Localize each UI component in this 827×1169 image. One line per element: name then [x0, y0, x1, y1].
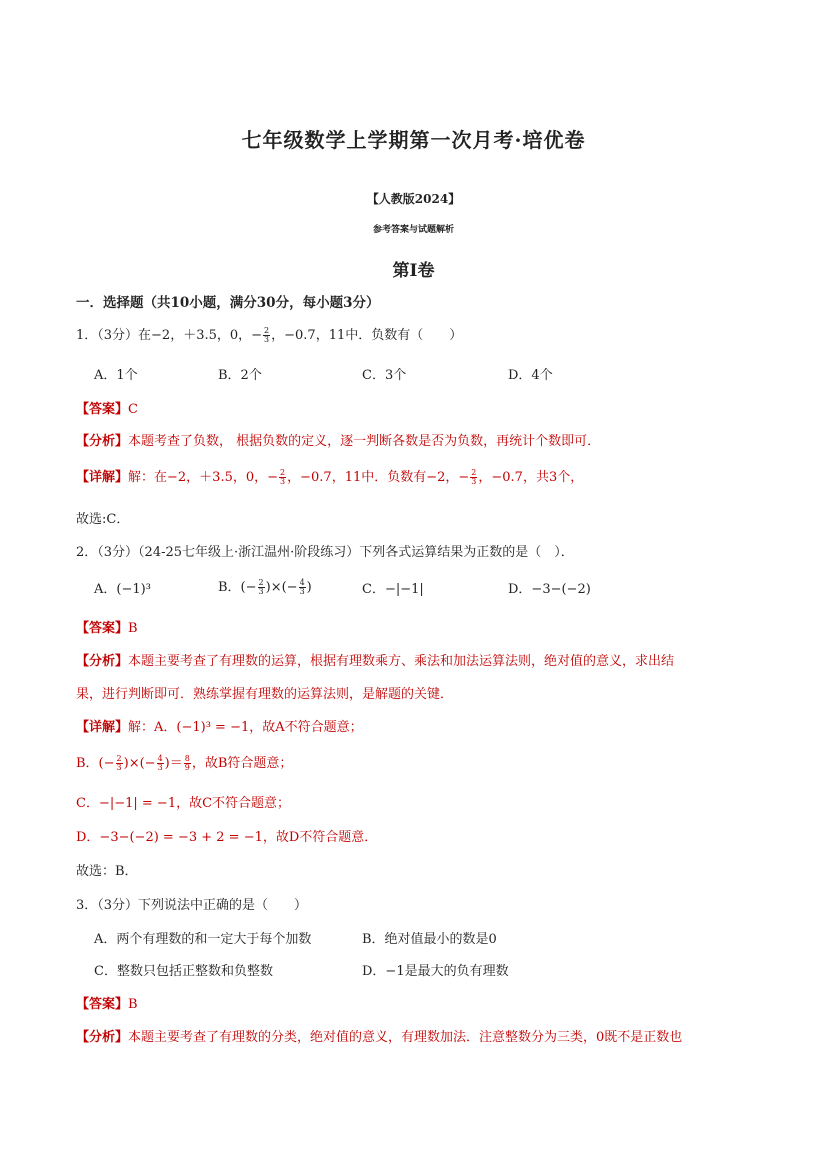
- q1-answer: 【答案】C: [76, 402, 138, 417]
- question-3-stem: 3．（3分）下列说法中正确的是（ ）: [76, 898, 308, 913]
- q2-choice: 故选：B．: [76, 864, 138, 879]
- edition-label: 【人教版2024】: [366, 192, 461, 206]
- q2-option-a: A．(−1)³: [94, 582, 151, 597]
- q2-detail-d: D．−3−(−2) = −3 + 2 = −1，故D不符合题意．: [76, 830, 378, 845]
- fraction: $\frac{2}{3}$: [264, 326, 270, 344]
- page-title: 七年级数学上学期第一次月考·培优卷: [241, 128, 586, 152]
- q1-option-b: B．2个: [218, 368, 262, 383]
- q2-answer: 【答案】B: [76, 621, 138, 636]
- q2-detail-a: 【详解】解：A．(−1)³ = −1，故A不符合题意；: [76, 720, 363, 735]
- subtitle: 参考答案与试题解析: [372, 225, 454, 235]
- q3-option-b: B．绝对值最小的数是0: [362, 932, 497, 947]
- q1-option-a: A．1个: [94, 368, 138, 383]
- q2-detail-b: B．(− $\frac{2}{3}$ )×(− $\frac{4}{3}$ )＝ $\frac{8}{9}$ ，故B符合题意；: [76, 754, 293, 772]
- q1-option-d: D．4个: [508, 368, 553, 383]
- question-1-stem: 1．（3分）在−2，＋3.5，0，− $\frac{2}{3}$ ，−0.7，11中．负数有（ ）: [76, 326, 463, 344]
- q2-option-b: B．(− $\frac{2}{3}$ )×(− $\frac{4}{3}$ ): [218, 578, 312, 596]
- q1-analysis: 【分析】本题考查了负数， 根据负数的定义，逐一判断各数是否为负数，再统计个数即可．: [76, 434, 601, 449]
- q2-analysis-line-1: 【分析】本题主要考查了有理数的运算，根据有理数乘方、乘法和加法运算法则，绝对值的意义，求出结: [76, 654, 675, 669]
- q3-option-d: D．−1是最大的负有理数: [362, 964, 509, 979]
- section-heading: 一．选择题（共10小题，满分30分，每小题3分）: [76, 295, 380, 311]
- q3-option-c: C．整数只包括正整数和负整数: [94, 964, 273, 979]
- q1-detail: 【详解】解：在−2，＋3.5，0，− $\frac{2}{3}$ ，−0.7，11中．负数有−2，− $\frac{2}{3}$ ，−0.7，共3个，: [76, 468, 584, 486]
- q1-option-c: C．3个: [362, 368, 407, 383]
- q3-option-a: A．两个有理数的和一定大于每个加数: [94, 932, 312, 947]
- q2-option-d: D．−3−(−2): [508, 582, 591, 597]
- q2-option-c: C．−|−1|: [362, 582, 424, 597]
- q3-answer: 【答案】B: [76, 997, 138, 1012]
- q1-choice: 故选:C．: [76, 512, 130, 527]
- q3-analysis: 【分析】本题主要考查了有理数的分类，绝对值的意义，有理数加法．注意整数分为三类，0既不是正数也: [76, 1030, 683, 1045]
- q2-analysis-line-2: 果，进行判断即可．熟练掌握有理数的运算法则，是解题的关键．: [76, 687, 454, 702]
- q2-detail-c: C．−|−1| = −1，故C不符合题意；: [76, 796, 291, 811]
- question-2-stem: 2．（3分）（24-25七年级上·浙江温州·阶段练习）下列各式运算结果为正数的是（ ）．: [76, 545, 574, 560]
- volume-heading: 第Ⅰ卷: [392, 261, 435, 281]
